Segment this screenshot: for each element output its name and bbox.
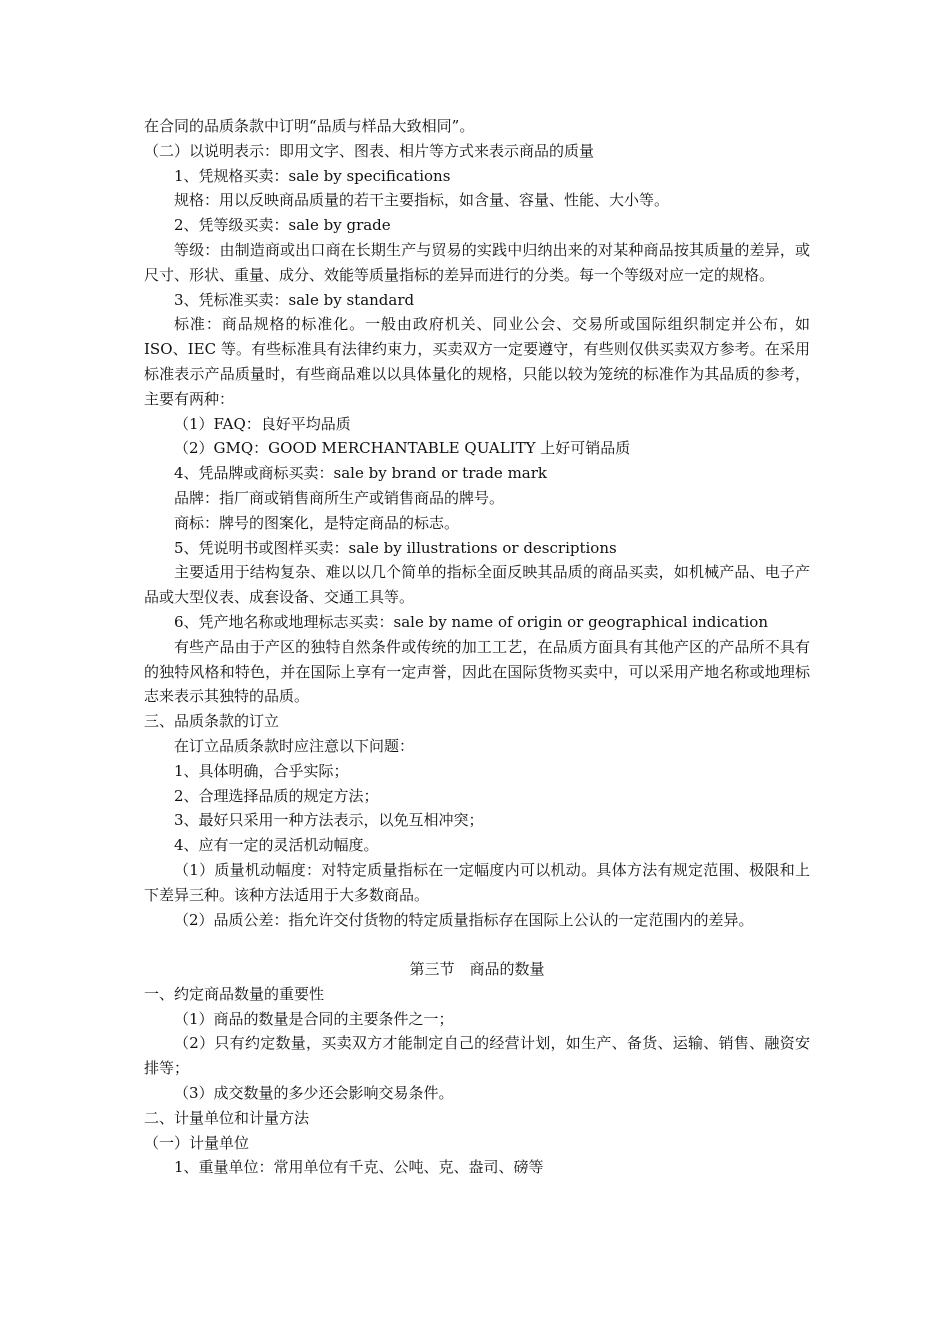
paragraph-l11: 4、凭品牌或商标买卖：sale by brand or trade mark	[174, 464, 548, 483]
paragraph-l15: 主要适用于结构复杂、难以以几个简单的指标全面反映其品质的商品买卖，如机械产品、电子产品或大型仪表、成套设备、交通工具等。	[144, 563, 810, 607]
paragraph-l21: 2、合理选择品质的规定方法；	[174, 786, 379, 805]
paragraph-l1: 在合同的品质条款中订明“品质与样品大致相同”。	[144, 117, 475, 135]
paragraph-l4: 规格：用以反映商品质量的若干主要指标，如含量、容量、性能、大小等。	[174, 191, 670, 210]
paragraph-l13: 商标：牌号的图案化，是特定商品的标志。	[174, 513, 460, 532]
paragraph-l18: 三、品质条款的订立	[144, 712, 280, 731]
paragraph-l23: 4、应有一定的灵活机动幅度。	[174, 836, 379, 855]
paragraph-m1: 一、约定商品数量的重要性	[144, 984, 325, 1003]
document-page	[144, 114, 810, 1180]
paragraph-l22: 3、最好只采用一种方法表示，以免互相冲突；	[174, 811, 484, 830]
paragraph-m7: 1、重量单位：常用单位有千克、公吨、克、盎司、磅等	[174, 1158, 544, 1177]
document-body-part2	[144, 982, 810, 1180]
paragraph-l25: （2）品质公差：指允许交付货物的特定质量指标存在国际上公认的一定范围内的差异。	[174, 910, 754, 929]
paragraph-l2: （二）以说明表示：即用文字、图表、相片等方式来表示商品的质量	[144, 141, 595, 160]
paragraph-l3: 1、凭规格买卖：sale by specifications	[174, 166, 451, 185]
paragraph-l12: 品牌：指厂商或销售商所生产或销售商品的牌号。	[174, 488, 505, 507]
paragraph-l16: 6、凭产地名称或地理标志买卖：sale by name of origin or geographical indication	[174, 612, 769, 631]
paragraph-l20: 1、具体明确，合乎实际；	[174, 761, 349, 780]
paragraph-l24: （1）质量机动幅度：对特定质量指标在一定幅度内可以机动。具体方法有规定范围、极限和上下差异三种。该种方法适用于大多数商品。	[144, 860, 810, 904]
paragraph-l5: 2、凭等级买卖：sale by grade	[174, 216, 391, 235]
paragraph-m2: （1）商品的数量是合同的主要条件之一；	[174, 1009, 454, 1028]
paragraph-l17: 有些产品由于产区的独特自然条件或传统的加工工艺，在品质方面具有其他产区的产品所不具有的独特风格和特色，并在国际上享有一定声誉，因此在国际货物买卖中，可以采用产地名称或地理标志来表示其独特的品质。	[144, 637, 810, 706]
paragraph-l10: （2）GMQ：GOOD MERCHANTABLE QUALITY 上好可销品质	[174, 439, 631, 458]
paragraph-l9: （1）FAQ：良好平均品质	[174, 414, 351, 433]
paragraph-l7: 3、凭标准买卖：sale by standard	[174, 290, 415, 309]
paragraph-m6: （一）计量单位	[144, 1133, 250, 1152]
document-body-part1	[144, 114, 810, 932]
paragraph-m5: 二、计量单位和计量方法	[144, 1108, 310, 1127]
section-title: 第三节 商品的数量	[409, 960, 545, 979]
paragraph-l19: 在订立品质条款时应注意以下问题：	[174, 736, 415, 755]
paragraph-l8: 标准：商品规格的标准化。一般由政府机关、同业公会、交易所或国际组织制定并公布，如 ISO、IEC 等。有些标准具有法律约束力，买卖双方一定要遵守，有些则仅供买卖双方参考。在采用标准表示产品质量时，有些商品难以以具体量化的规格，只能以较为笼统的标准作为其品质的参考，主要有两种：	[144, 315, 810, 408]
section-heading	[144, 957, 810, 982]
paragraph-m3: （2）只有约定数量，买卖双方才能制定自己的经营计划，如生产、备货、运输、销售、融资安排等；	[144, 1034, 810, 1078]
paragraph-l6: 等级：由制造商或出口商在长期生产与贸易的实践中归纳出来的对某种商品按其质量的差异，或尺寸、形状、重量、成分、效能等质量指标的差异而进行的分类。每一个等级对应一定的规格。	[144, 240, 810, 284]
paragraph-m4: （3）成交数量的多少还会影响交易条件。	[174, 1084, 454, 1103]
paragraph-l14: 5、凭说明书或图样买卖：sale by illustrations or descriptions	[174, 538, 617, 557]
